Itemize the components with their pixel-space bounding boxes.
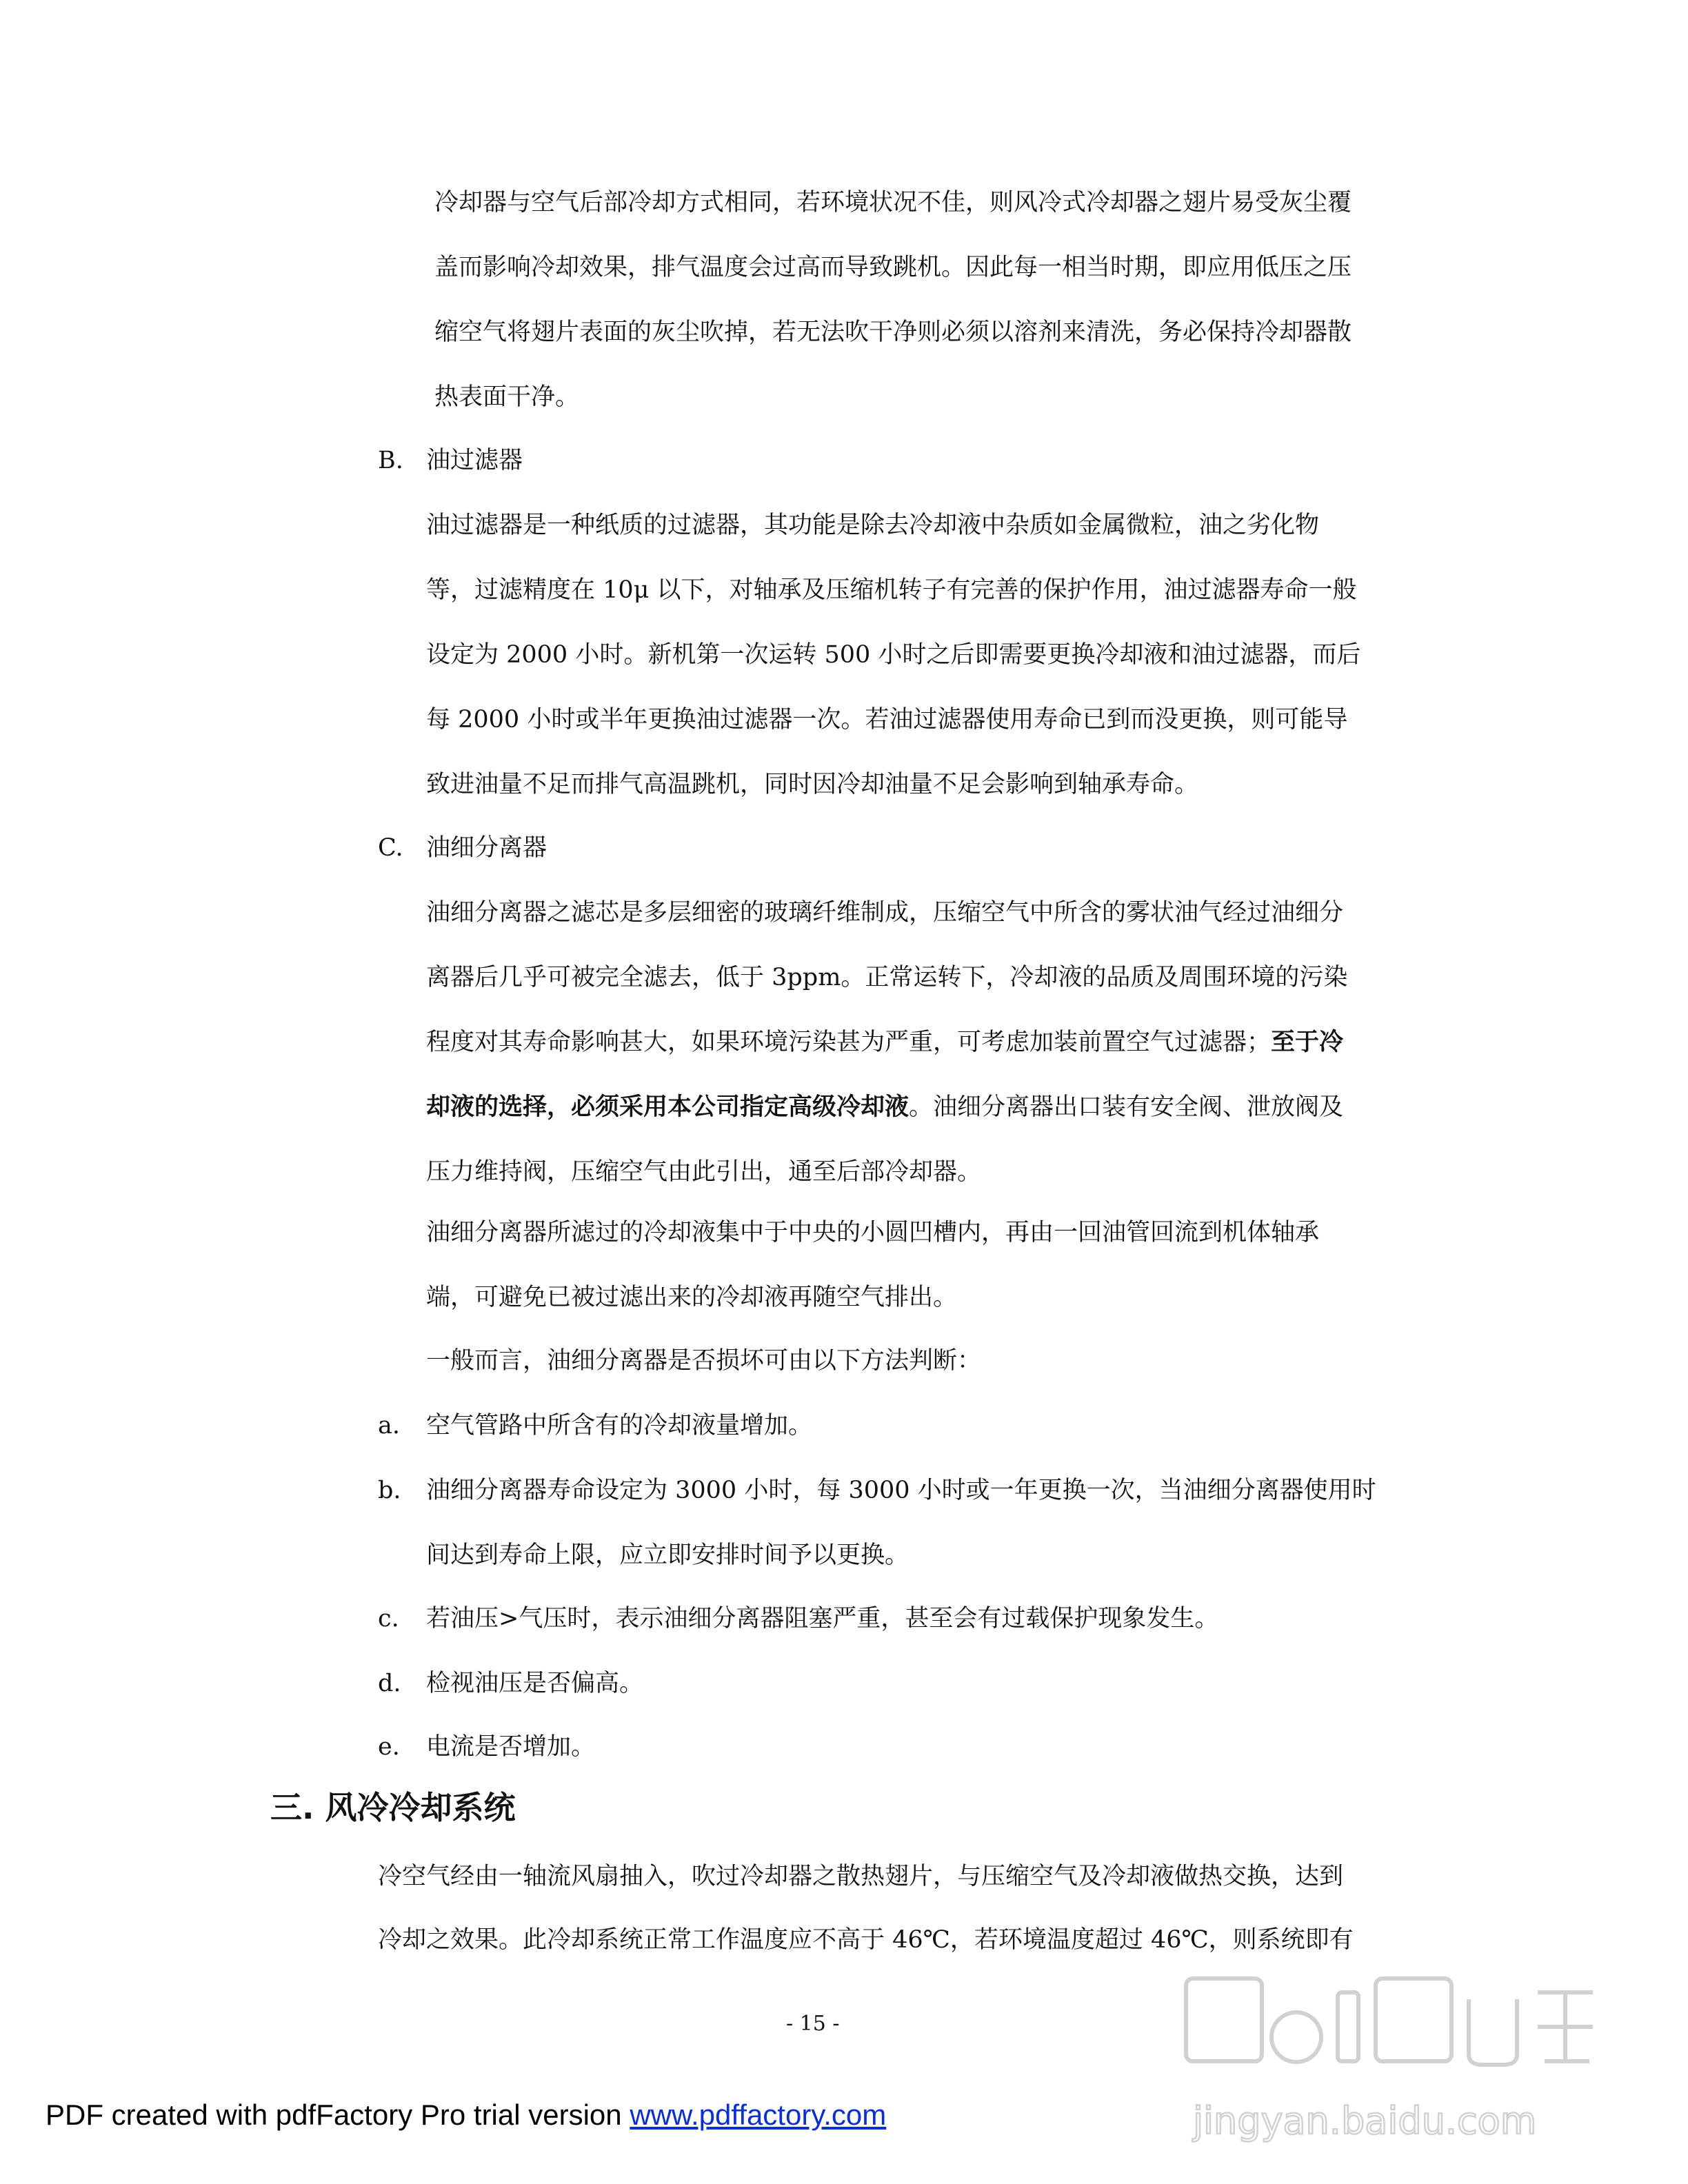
baidu-watermark-logo: [1179, 1951, 1607, 2158]
section-c-label: C.: [378, 834, 403, 862]
list-item: 电流是否增加。: [426, 1733, 596, 1761]
section-b-label: B.: [378, 447, 403, 474]
paragraph-line: 冷却器与空气后部冷却方式相同，若环境状况不佳，则风冷式冷却器之翅片易受灰尘覆: [434, 189, 1352, 216]
paragraph-line: 等，过滤精度在 10μ 以下，对轴承及压缩机转子有完善的保护作用，油过滤器寿命一般: [426, 576, 1357, 604]
list-item-label: a.: [378, 1412, 400, 1439]
paragraph-line: 热表面干净。: [434, 383, 580, 411]
paragraph-line: 油过滤器是一种纸质的过滤器，其功能是除去冷却液中杂质如金属微粒，油之劣化物: [426, 512, 1320, 539]
paragraph-text: 。油细分离器出口装有安全阀、泄放阀及: [909, 1093, 1344, 1121]
paragraph-line: 盖而影响冷却效果，排气温度会过高而导致跳机。因此每一相当时期，即应用低压之压: [434, 254, 1352, 281]
page-number: - 15 -: [786, 2012, 840, 2036]
bold-emphasis: 至于冷: [1271, 1029, 1344, 1056]
paragraph-line: 设定为 2000 小时。新机第一次运转 500 小时之后即需要更换冷却液和油过滤器，而后: [426, 641, 1361, 669]
list-item-label: c.: [378, 1605, 399, 1632]
paragraph-text: 程度对其寿命影响甚大，如果环境污染甚为严重，可考虑加装前置空气过滤器；: [426, 1029, 1272, 1056]
pdf-footer: [46, 2096, 886, 2134]
paragraph-line: 油细分离器之滤芯是多层细密的玻璃纤维制成，压缩空气中所含的雾状油气经过油细分: [426, 899, 1344, 927]
paragraph-line: [426, 1092, 1343, 1122]
paragraph-line: 端，可避免已被过滤出来的冷却液再随空气排出。: [426, 1284, 958, 1311]
bold-emphasis: 却液的选择，必须采用本公司指定高级冷却液: [426, 1093, 910, 1121]
list-item: 间达到寿命上限，应立即安排时间予以更换。: [426, 1541, 910, 1569]
paragraph-line: 冷却之效果。此冷却系统正常工作温度应不高于 46℃，若环境温度超过 46℃，则系统即有: [378, 1926, 1354, 1954]
paragraph-line: 油细分离器所滤过的冷却液集中于中央的小圆凹槽内，再由一回油管回流到机体轴承: [426, 1219, 1320, 1246]
list-item: 检视油压是否偏高。: [426, 1670, 644, 1697]
paragraph-line: 一般而言，油细分离器是否损坏可由以下方法判断：: [426, 1347, 982, 1375]
paragraph-line: 缩空气将翅片表面的灰尘吹掉，若无法吹干净则必须以溶剂来清洗，务必保持冷却器散: [434, 318, 1352, 346]
list-item: 空气管路中所含有的冷却液量增加。: [426, 1412, 813, 1439]
list-item: 若油压>气压时，表示油细分离器阻塞严重，甚至会有过载保护现象发生。: [426, 1605, 1219, 1632]
paragraph-line: 冷空气经由一轴流风扇抽入，吹过冷却器之散热翅片，与压缩空气及冷却液做热交换，达到: [378, 1863, 1344, 1890]
section-c-title: 油细分离器: [426, 834, 547, 862]
paragraph-line: 致进油量不足而排气高温跳机，同时因冷却油量不足会影响到轴承寿命。: [426, 771, 1199, 798]
watermark-url: jingyan.baidu.com: [1193, 2099, 1537, 2143]
section-b-title: 油过滤器: [426, 447, 523, 474]
footer-link[interactable]: www.pdffactory.com: [630, 2099, 887, 2131]
list-item-label: d.: [378, 1670, 401, 1697]
section-heading: 三. 风冷冷却系统: [270, 1789, 516, 1826]
paragraph-line: 离器后几乎可被完全滤去，低于 3ppm。正常运转下，冷却液的品质及周围环境的污染: [426, 964, 1348, 991]
paragraph-line: [426, 1027, 1343, 1058]
list-item-label: b.: [378, 1477, 401, 1504]
list-item-label: e.: [378, 1733, 400, 1761]
footer-text: PDF created with pdfFactory Pro trial version: [46, 2099, 630, 2131]
paragraph-line: 压力维持阀，压缩空气由此引出，通至后部冷却器。: [426, 1158, 982, 1186]
list-item: 油细分离器寿命设定为 3000 小时，每 3000 小时或一年更换一次，当油细分离器使用时: [426, 1477, 1376, 1504]
paragraph-line: 每 2000 小时或半年更换油过滤器一次。若油过滤器使用寿命已到而没更换，则可能导: [426, 706, 1348, 734]
